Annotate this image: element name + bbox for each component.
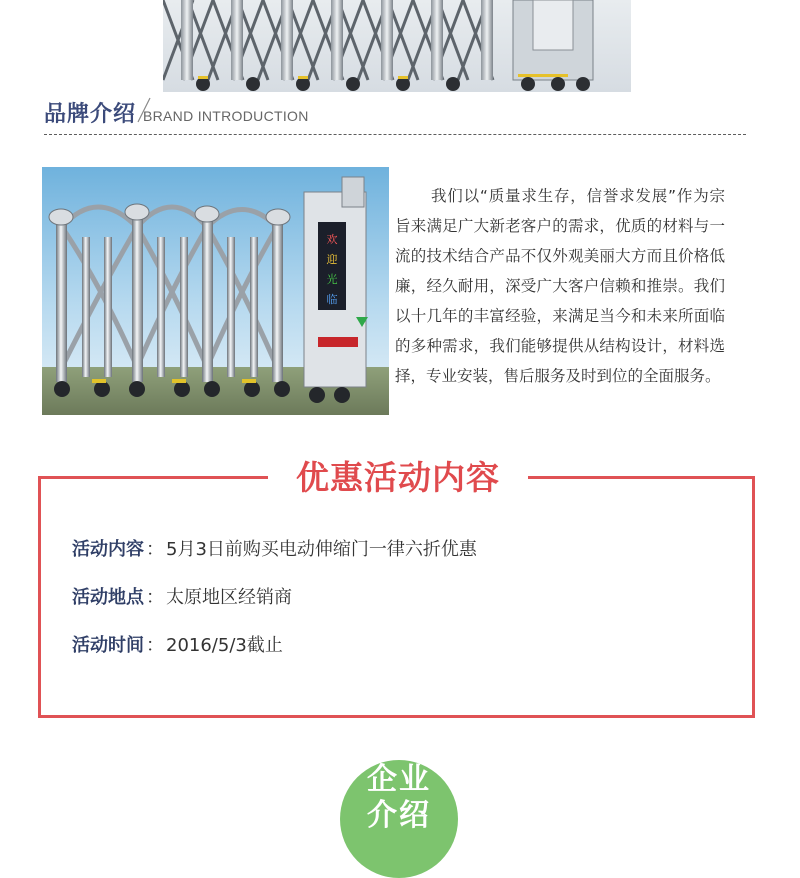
- top-banner-image: [163, 0, 631, 92]
- promo-row-value: 2016/5/3截止: [166, 635, 283, 656]
- promo-row-value: 太原地区经销商: [166, 587, 292, 608]
- svg-text:欢: 欢: [326, 233, 338, 246]
- retractable-gate-illustration: [42, 167, 389, 415]
- brand-divider: [44, 134, 746, 135]
- promo-row-location: [72, 583, 292, 609]
- svg-text:光: 光: [326, 273, 338, 286]
- promo-row-label: 活动地点: [72, 587, 144, 608]
- promo-row-separator: ：: [146, 587, 164, 608]
- brand-heading-cn: 品牌介绍: [44, 102, 137, 127]
- brand-intro-paragraph: 我们以“质量求生存，信誉求发展”作为宗旨来满足广大新老客户的需求，优质的材料与一流的技术结合产品不仅外观美丽大方而且价格低廉，经久耐用，深受广大客户信赖和推崇。我们以十几年的丰富经验，来满足当今和未来所面临的多种需求，我们能够提供从结构设计，材料选择，专业安装，售后服务及时到位的全面服务。: [395, 187, 725, 385]
- promo-row-separator: ：: [146, 635, 164, 656]
- brand-heading-en: BRAND INTRODUCTION: [143, 108, 309, 124]
- promo-title: 优惠活动内容: [296, 458, 500, 497]
- promo-row-separator: ：: [146, 539, 164, 560]
- svg-text:临: 临: [326, 293, 338, 306]
- promo-row-label: 活动时间: [72, 635, 144, 656]
- promo-row-time: [72, 631, 283, 657]
- promo-row-content: [72, 535, 477, 561]
- gate-illustration-top: [163, 0, 631, 92]
- svg-text:迎: 迎: [326, 253, 338, 266]
- company-intro-label: 企业介绍: [367, 762, 431, 833]
- promo-row-value: 5月3日前购买电动伸缩门一律六折优惠: [166, 539, 477, 560]
- promo-row-label: 活动内容: [72, 539, 144, 560]
- product-image: [42, 167, 389, 415]
